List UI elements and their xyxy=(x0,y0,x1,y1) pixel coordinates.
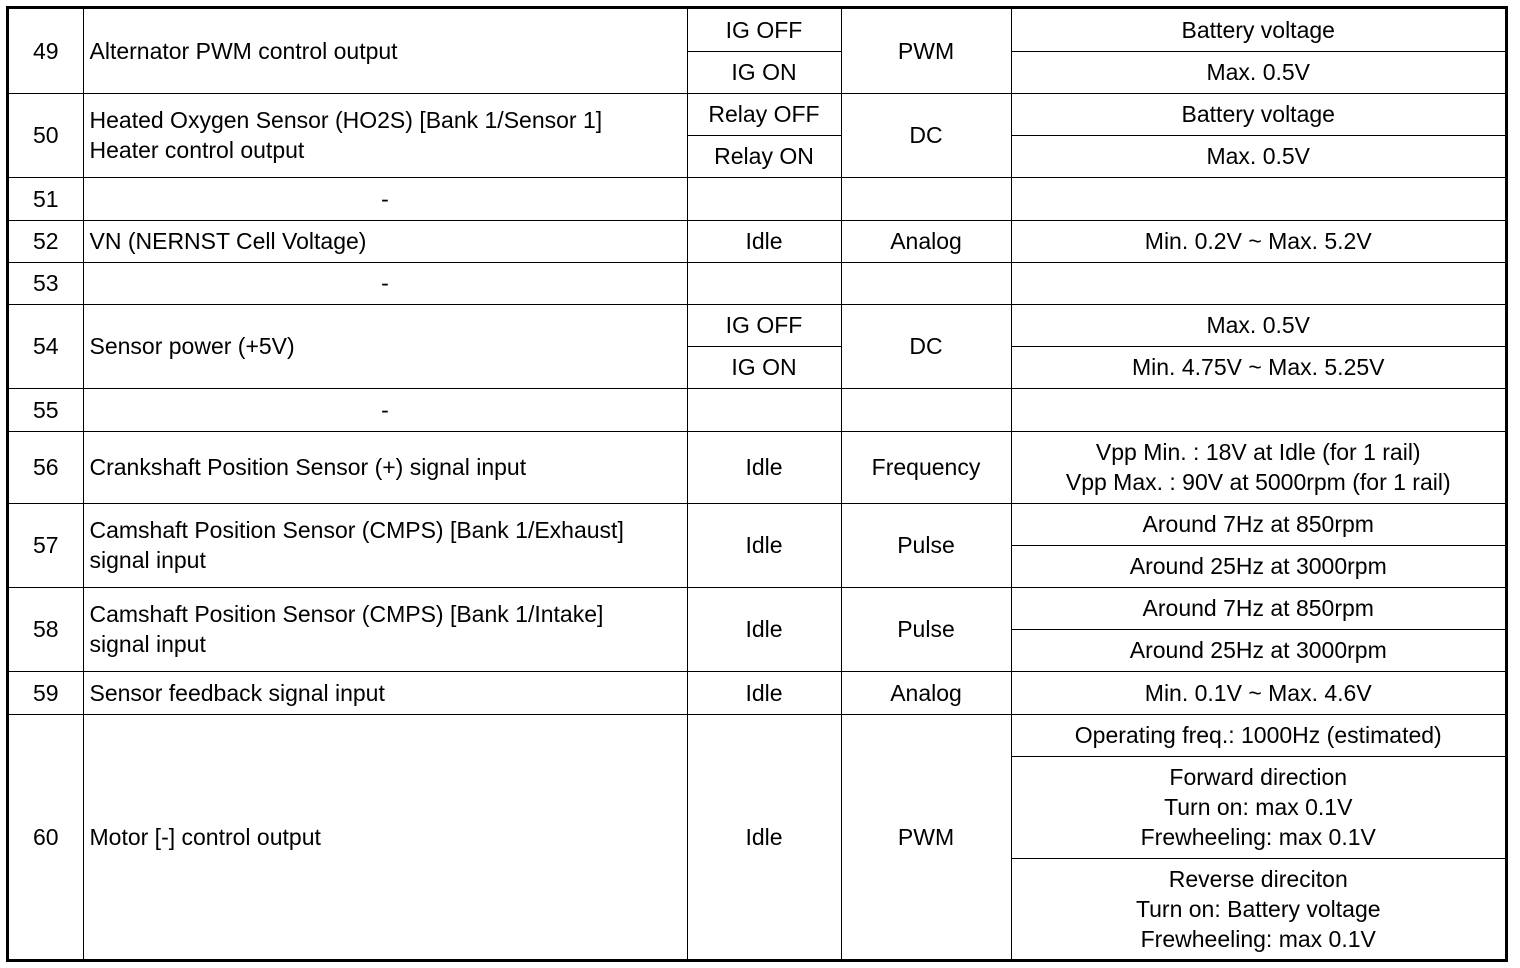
pin-description-cell xyxy=(83,388,687,431)
spec-value-cell xyxy=(1011,629,1505,671)
description-line: - xyxy=(381,396,389,423)
pin-description-cell xyxy=(83,220,687,262)
spec-value-cell xyxy=(1011,858,1505,960)
description-line: Heater control output xyxy=(89,137,305,163)
spec-value-line: Operating freq.: 1000Hz (estimated) xyxy=(1074,722,1442,748)
condition-cell: IG OFF xyxy=(687,304,841,346)
signal-type-cell: PWM xyxy=(841,714,1011,960)
spec-value-line: Vpp Min. : 18V at Idle (for 1 rail) xyxy=(1095,439,1421,465)
description-line: Camshaft Position Sensor (CMPS) [Bank 1/Intake] xyxy=(89,601,604,627)
spec-value-line: Around 7Hz at 850rpm xyxy=(1142,595,1374,621)
spec-value-cell xyxy=(1011,304,1505,346)
pin-number-cell: 52 xyxy=(9,220,83,262)
spec-value-line: Vpp Max. : 90V at 5000rpm (for 1 rail) xyxy=(1065,469,1451,495)
pin-description-cell xyxy=(83,177,687,220)
spec-value-line: Forward direction xyxy=(1169,764,1348,790)
table-row xyxy=(9,304,1505,346)
pin-description-cell xyxy=(83,431,687,503)
spec-value-line: Around 7Hz at 850rpm xyxy=(1142,511,1374,537)
signal-type-cell: DC xyxy=(841,304,1011,388)
condition-cell: Idle xyxy=(687,714,841,960)
condition-cell: Relay OFF xyxy=(687,93,841,135)
table-row xyxy=(9,177,1505,220)
description-line: Sensor feedback signal input xyxy=(89,679,385,706)
pin-description-cell xyxy=(83,262,687,304)
condition-cell: IG OFF xyxy=(687,9,841,51)
signal-type-cell xyxy=(841,388,1011,431)
spec-value-cell xyxy=(1011,135,1505,177)
spec-value-line: Turn on: Battery voltage xyxy=(1135,896,1381,923)
condition-cell: Idle xyxy=(687,431,841,503)
pin-number-cell: 54 xyxy=(9,304,83,388)
signal-type-cell: Frequency xyxy=(841,431,1011,503)
spec-value-line: Min. 4.75V ~ Max. 5.25V xyxy=(1132,354,1385,380)
table-row xyxy=(9,388,1505,431)
description-line: VN (NERNST Cell Voltage) xyxy=(89,228,367,254)
table-row xyxy=(9,431,1505,503)
spec-value-cell xyxy=(1011,503,1505,545)
signal-type-cell: Pulse xyxy=(841,587,1011,671)
table-row xyxy=(9,9,1505,51)
pin-number-cell: 50 xyxy=(9,93,83,177)
pin-number-cell: 56 xyxy=(9,431,83,503)
description-line: - xyxy=(381,270,389,296)
pin-spec-table xyxy=(9,9,1505,961)
description-line: Camshaft Position Sensor (CMPS) [Bank 1/Exhaust] xyxy=(89,517,624,543)
pin-number-cell: 51 xyxy=(9,177,83,220)
pin-number-cell: 58 xyxy=(9,587,83,671)
condition-cell: Idle xyxy=(687,220,841,262)
spec-value-line: Reverse direciton xyxy=(1168,866,1348,893)
spec-value-line: Around 25Hz at 3000rpm xyxy=(1129,553,1387,579)
pin-number-cell: 59 xyxy=(9,671,83,714)
pin-number-cell: 60 xyxy=(9,714,83,960)
spec-value-line: Battery voltage xyxy=(1181,101,1335,127)
condition-cell: IG ON xyxy=(687,346,841,388)
condition-cell: Idle xyxy=(687,503,841,587)
spec-value-line: Around 25Hz at 3000rpm xyxy=(1129,637,1387,663)
spec-value-cell xyxy=(1011,346,1505,388)
spec-value-line: Max. 0.5V xyxy=(1206,312,1311,338)
condition-cell: Relay ON xyxy=(687,135,841,177)
pin-description-cell xyxy=(83,304,687,388)
signal-type-cell: DC xyxy=(841,93,1011,177)
spec-value-cell xyxy=(1011,93,1505,135)
spec-value-cell xyxy=(1011,262,1505,304)
spec-value-line: Frewheeling: max 0.1V xyxy=(1140,824,1376,850)
pin-description-cell xyxy=(83,587,687,671)
signal-type-cell: Analog xyxy=(841,671,1011,714)
description-line: Motor [-] control output xyxy=(89,824,321,850)
spec-value-line: Battery voltage xyxy=(1181,16,1335,43)
pin-number-cell: 57 xyxy=(9,503,83,587)
signal-type-cell: Pulse xyxy=(841,503,1011,587)
condition-cell xyxy=(687,262,841,304)
spec-value-line: Min. 0.1V ~ Max. 4.6V xyxy=(1144,679,1372,706)
condition-cell: Idle xyxy=(687,671,841,714)
signal-type-cell: Analog xyxy=(841,220,1011,262)
condition-cell xyxy=(687,177,841,220)
description-line: Sensor power (+5V) xyxy=(89,333,295,359)
pin-number-cell: 49 xyxy=(9,9,83,93)
condition-cell xyxy=(687,388,841,431)
pin-description-cell xyxy=(83,93,687,177)
table-row xyxy=(9,503,1505,545)
pin-number-cell: 55 xyxy=(9,388,83,431)
spec-value-cell xyxy=(1011,9,1505,51)
description-line: Alternator PWM control output xyxy=(89,37,398,64)
pin-description-cell xyxy=(83,9,687,93)
description-line: signal input xyxy=(89,631,206,657)
spec-value-line: Min. 0.2V ~ Max. 5.2V xyxy=(1144,228,1372,254)
spec-value-cell xyxy=(1011,51,1505,93)
pin-description-cell xyxy=(83,714,687,960)
table-row xyxy=(9,220,1505,262)
pin-spec-table-body xyxy=(9,9,1505,960)
spec-value-cell xyxy=(1011,714,1505,756)
description-line: Heated Oxygen Sensor (HO2S) [Bank 1/Sensor 1] xyxy=(89,107,603,133)
table-row xyxy=(9,587,1505,629)
signal-type-cell xyxy=(841,262,1011,304)
spec-value-cell xyxy=(1011,177,1505,220)
spec-value-line: Turn on: max 0.1V xyxy=(1164,794,1353,820)
spec-value-line: Frewheeling: max 0.1V xyxy=(1140,926,1376,953)
spec-value-line: Max. 0.5V xyxy=(1206,59,1311,85)
spec-value-cell xyxy=(1011,587,1505,629)
description-line: Crankshaft Position Sensor (+) signal input xyxy=(89,454,527,480)
description-line: signal input xyxy=(89,547,206,573)
spec-value-cell xyxy=(1011,431,1505,503)
spec-value-cell xyxy=(1011,671,1505,714)
condition-cell: IG ON xyxy=(687,51,841,93)
pin-description-cell xyxy=(83,503,687,587)
spec-value-cell xyxy=(1011,756,1505,858)
spec-value-cell xyxy=(1011,388,1505,431)
pin-spec-table-frame xyxy=(6,6,1508,962)
spec-value-line: Max. 0.5V xyxy=(1206,143,1311,169)
spec-value-cell xyxy=(1011,545,1505,587)
table-row xyxy=(9,93,1505,135)
condition-cell: Idle xyxy=(687,587,841,671)
signal-type-cell: PWM xyxy=(841,9,1011,93)
table-row xyxy=(9,262,1505,304)
pin-number-cell: 53 xyxy=(9,262,83,304)
description-line: - xyxy=(381,185,389,212)
spec-value-cell xyxy=(1011,220,1505,262)
table-row xyxy=(9,714,1505,756)
signal-type-cell xyxy=(841,177,1011,220)
pin-description-cell xyxy=(83,671,687,714)
table-row xyxy=(9,671,1505,714)
